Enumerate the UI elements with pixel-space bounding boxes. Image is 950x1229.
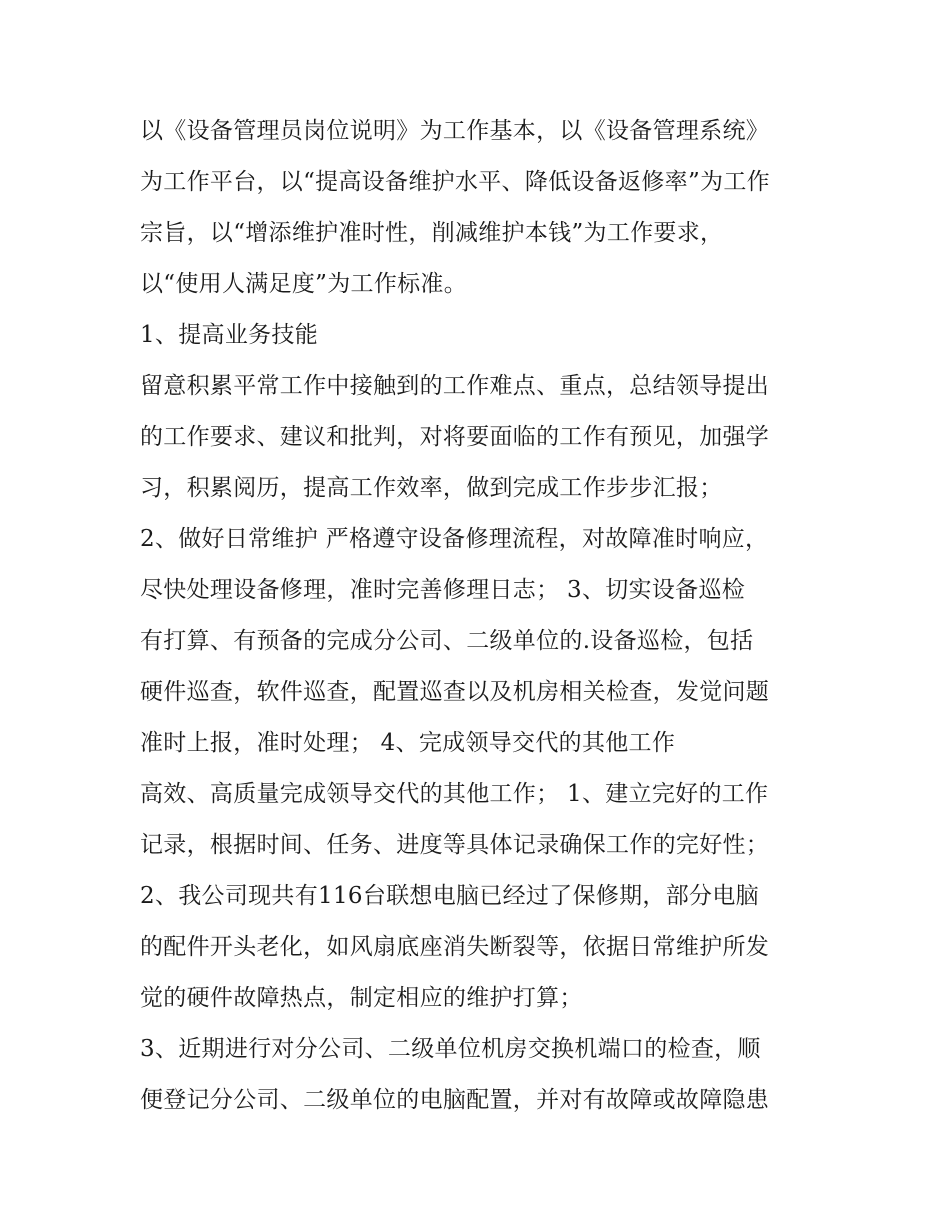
text-line: 留意积累平常工作中接触到的工作难点、重点，总结领导提出 <box>140 373 770 399</box>
text-line: 高效、高质量完成领导交代的其他工作； 1、建立完好的工作 <box>140 781 769 807</box>
text-line: 习，积累阅历，提高工作效率，做到完成工作步步汇报； <box>140 475 723 501</box>
text-line: 2、我公司现共有116台联想电脑已经过了保修期，部分电脑 <box>140 883 759 909</box>
text-line: 准时上报，准时处理； 4、完成领导交代的其他工作 <box>140 730 676 756</box>
text-line: 以“使用人满足度”为工作标准。 <box>140 271 468 297</box>
text-line: 硬件巡查，软件巡查，配置巡查以及机房相关检查，发觉问题 <box>140 679 770 705</box>
section-heading: 1、提高业务技能 <box>140 322 319 348</box>
text-line: 的工作要求、建议和批判，对将要面临的工作有预见，加强学 <box>140 424 770 450</box>
text-line: 以《设备管理员岗位说明》为工作基本，以《设备管理系统》 <box>140 118 770 144</box>
text-line: 为工作平台，以“提高设备维护水平、降低设备返修率”为工作 <box>140 169 770 195</box>
text-line: 3、近期进行对分公司、二级单位机房交换机端口的检查，顺 <box>140 1036 761 1062</box>
text-line: 宗旨，以“增添维护准时性，削减维护本钱”为工作要求， <box>140 220 724 246</box>
text-line: 便登记分公司、二级单位的电脑配置，并对有故障或故障隐患 <box>140 1087 770 1113</box>
text-line: 有打算、有预备的完成分公司、二级单位的.设备巡检，包括 <box>140 628 754 654</box>
text-line: 的配件开头老化，如风扇底座消失断裂等，依据日常维护所发 <box>140 934 770 960</box>
document-body <box>140 106 820 1126</box>
text-line: 2、做好日常维护 严格遵守设备修理流程，对故障准时响应， <box>140 526 769 552</box>
text-line: 记录，根据时间、任务、进度等具体记录确保工作的完好性； <box>140 832 770 858</box>
text-line: 觉的硬件故障热点，制定相应的维护打算； <box>140 985 583 1011</box>
text-line: 尽快处理设备修理，准时完善修理日志； 3、切实设备巡检 <box>140 577 746 603</box>
